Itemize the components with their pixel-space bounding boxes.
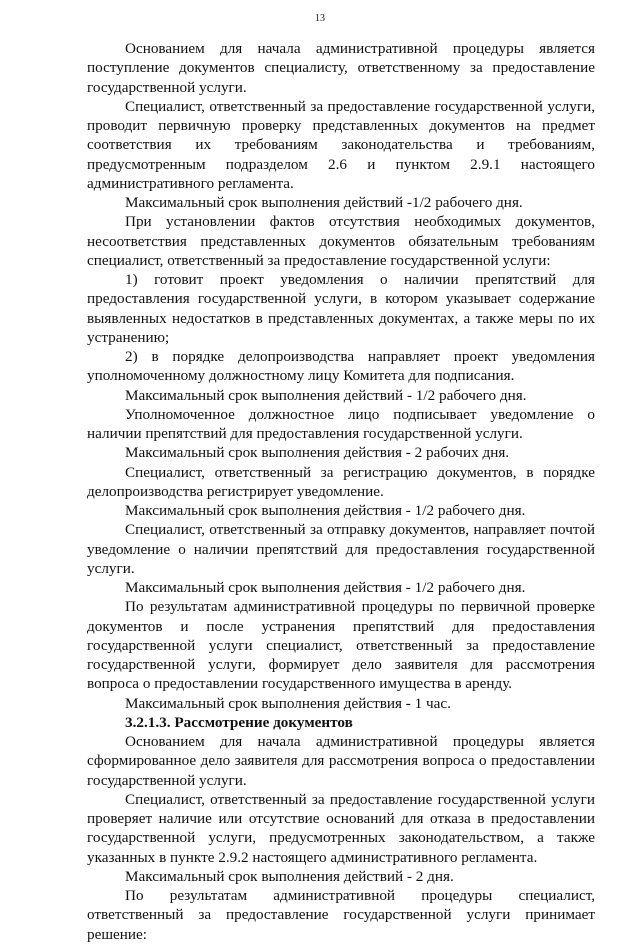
paragraph: 1) готовит проект уведомления о наличии препятствий для предоставления государственной услуги, в котором указывает содержание выявленных недостатков в представленных документах, а также меры по их устранению; bbox=[87, 271, 595, 346]
paragraph: Специалист, ответственный за предоставление государственной услуги, проводит первичную проверку представленных документов на предмет соответствия их требованиям законодательства и требованиям, предусмотренным подразделом 2.6 и пунктом 2.9.1 настоящего административного регламента. bbox=[87, 97, 595, 192]
document-body bbox=[87, 39, 595, 944]
paragraph: По результатам административной процедуры по первичной проверке документов и после устранения препятствий для предоставления государственной услуги специалист, ответственный за предоставление государственной услуги, формирует дело заявителя для рассмотрения вопроса о предоставлении государственного имущества в аренду. bbox=[87, 598, 595, 693]
paragraph: Максимальный срок выполнения действия - 1/2 рабочего дня. bbox=[125, 502, 526, 519]
paragraph: Основанием для начала административной процедуры является сформированное дело заявителя для рассмотрения вопроса о предоставлении государственной услуги. bbox=[87, 733, 595, 789]
paragraph: Специалист, ответственный за регистрацию документов, в порядке делопроизводства регистрирует уведомление. bbox=[87, 463, 595, 500]
paragraph: Уполномоченное должностное лицо подписывает уведомление о наличии препятствий для предоставления государственной услуги. bbox=[87, 405, 595, 442]
paragraph: Максимальный срок выполнения действия - 2 рабочих дня. bbox=[125, 444, 510, 462]
paragraph: Основанием для начала административной процедуры является поступление документов специалисту, ответственному за предоставление государственной услуги. bbox=[87, 40, 595, 96]
paragraph: Максимальный срок выполнения действий - 2 дня. bbox=[125, 867, 454, 885]
paragraph: 2) в порядке делопроизводства направляет проект уведомления уполномоченному должностному лицу Комитета для подписания. bbox=[87, 348, 595, 385]
paragraph: Максимальный срок выполнения действий -1/2 рабочего дня. bbox=[125, 194, 523, 211]
paragraph: При установлении фактов отсутствия необходимых документов, несоответствия представленных документов обязательным требованиям специалист, ответственный за предоставление государственной услуги: bbox=[87, 213, 595, 269]
paragraph: Максимальный срок выполнения действия - 1 час. bbox=[125, 694, 451, 712]
paragraph: Максимальный срок выполнения действия - 1/2 рабочего дня. bbox=[125, 579, 526, 596]
paragraph: Максимальный срок выполнения действий - 1/2 рабочего дня. bbox=[125, 386, 527, 404]
page-number: 13 bbox=[315, 13, 325, 24]
paragraph: Специалист, ответственный за предоставление государственной услуги проверяет наличие или отсутствие оснований для отказа в предоставлении государственной услуги, предусмотренных законодательством, а также указанных в пункте 2.9.2 настоящего административного регламента. bbox=[87, 790, 595, 866]
paragraph: По результатам административной процедуры специалист, ответственный за предоставление государственной услуги принимает решение: bbox=[87, 887, 595, 943]
paragraph: Специалист, ответственный за отправку документов, направляет почтой уведомление о наличии препятствий для предоставления государственной услуги. bbox=[87, 521, 595, 577]
section-heading: 3.2.1.3. Рассмотрение документов bbox=[125, 713, 353, 731]
